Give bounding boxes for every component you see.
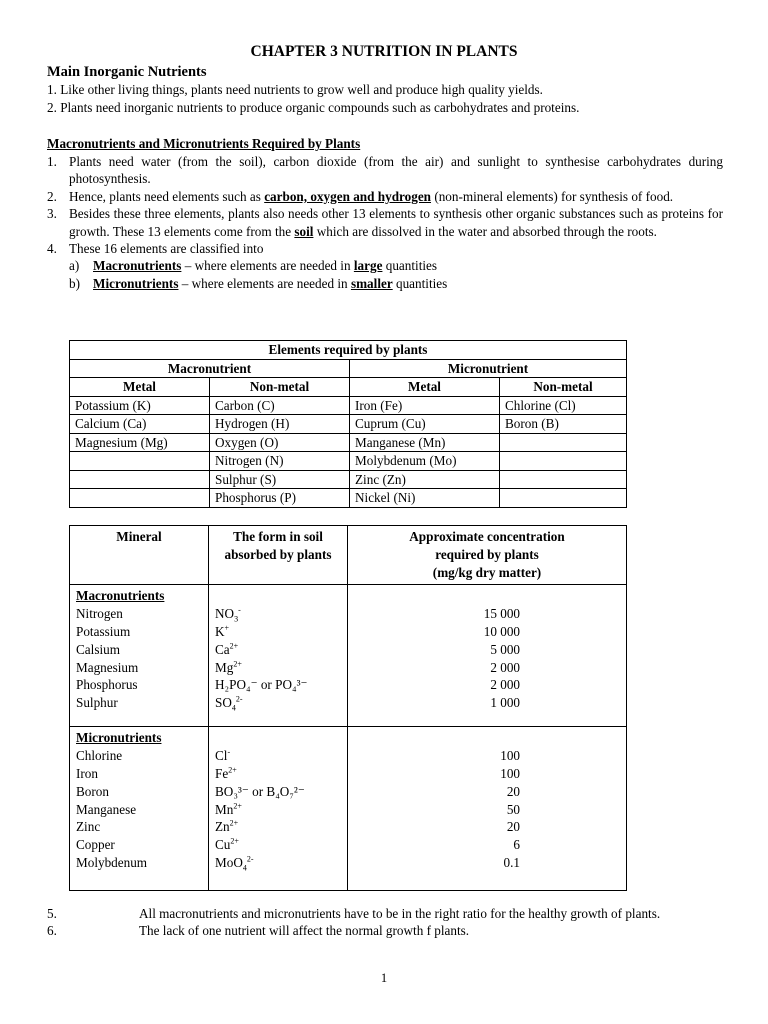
form-column — [209, 727, 348, 891]
emphasis-smaller: smaller — [350, 275, 393, 291]
ion-charge: - — [238, 605, 241, 615]
column-header-mineral — [70, 526, 209, 585]
closing-list — [47, 905, 723, 940]
ion-subscript: 3 — [234, 614, 239, 624]
section-heading-inorganic: Main Inorganic Nutrients — [47, 64, 207, 80]
ion-charge: 2+ — [229, 819, 239, 829]
ion-charge: - — [227, 747, 231, 757]
ion-charge: 2- — [235, 694, 243, 704]
table-row — [70, 489, 627, 508]
form-list — [215, 605, 341, 712]
ion-formula: Mn — [215, 801, 234, 817]
spacer — [215, 587, 341, 605]
column-header-concentration — [348, 526, 627, 585]
group-label-macronutrients: Macronutrients — [76, 588, 165, 603]
term-micronutrients: Micronutrients — [93, 275, 179, 291]
text-part: Besides these three elements, plants also needs other 13 elements to synthesis other organic substances such as proteins for growth. These 13 elements come from the — [69, 206, 723, 239]
text-part: quantities — [392, 275, 448, 291]
concentration-column — [348, 727, 627, 891]
table-cell: Chlorine (Cl) — [500, 396, 627, 415]
table-cell: Iron (Fe) — [350, 396, 500, 415]
page-title: CHAPTER 3 NUTRITION IN PLANTS — [250, 43, 518, 60]
ion-formula: BO₃³⁻ or B₄O₇²⁻ — [215, 783, 305, 799]
table-cell: Nitrogen (N) — [210, 452, 350, 471]
list-number: 5. — [47, 906, 57, 921]
sub-list-letter: b) — [69, 275, 80, 291]
ion-form — [215, 783, 341, 801]
ion-form — [215, 765, 341, 783]
sub-list-letter: a) — [69, 258, 80, 274]
text-part: (non-mineral elements) for synthesis of food. — [431, 188, 674, 204]
mineral-name: Sulphur — [76, 695, 118, 711]
mineral-name: Potassium — [76, 623, 131, 639]
ion-charge: 2+ — [230, 836, 239, 846]
emphasis-elements: carbon, oxygen and hydrogen — [264, 188, 432, 204]
table-row — [70, 415, 627, 434]
table-cell: Sulphur (S) — [210, 470, 350, 489]
mineral-list — [76, 747, 202, 872]
sub-list-text — [93, 275, 447, 292]
table-cell: Magnesium (Mg) — [70, 433, 210, 452]
header-text: The form in soil — [233, 529, 323, 544]
spacer — [354, 587, 620, 605]
ion-formula: H₂PO₄⁻ or PO₄³⁻ — [215, 677, 308, 693]
spacer — [354, 729, 620, 747]
ion-formula: Cu — [215, 837, 231, 853]
ion-formula: Fe — [215, 765, 229, 781]
concentration-value: 0.1 — [503, 855, 520, 871]
spacer — [215, 729, 341, 747]
list-number: 3. — [47, 206, 57, 222]
mineral-name: Boron — [76, 783, 109, 799]
column-header: Non-metal — [500, 378, 627, 397]
table-cell: Phosphorus (P) — [210, 489, 350, 508]
concentration-list — [354, 605, 620, 712]
concentration-value: 50 — [506, 801, 520, 817]
ion-form — [215, 801, 341, 819]
mineral-column — [70, 585, 209, 727]
concentration-value: 2 000 — [490, 677, 520, 693]
concentration-list — [354, 747, 620, 872]
header-text: required by plants — [435, 547, 539, 562]
group-label-micronutrients: Micronutrients — [76, 730, 162, 745]
group-header-macronutrient: Macronutrient — [70, 359, 350, 378]
column-header: Metal — [350, 378, 500, 397]
concentration-value: 6 — [513, 837, 520, 853]
ion-formula: Zn — [215, 819, 230, 835]
mineral-name: Iron — [76, 765, 98, 781]
page-number: 1 — [380, 971, 388, 985]
list-item — [47, 922, 723, 939]
table-cell: Zinc (Zn) — [350, 470, 500, 489]
list-item — [47, 188, 723, 205]
sub-list-text — [93, 257, 437, 274]
group-header-micronutrient: Micronutrient — [350, 359, 627, 378]
table-cell — [70, 489, 210, 508]
list-number: 2. — [47, 188, 57, 204]
micronutrients-block — [70, 727, 627, 891]
header-text: absorbed by plants — [224, 547, 332, 562]
table-row — [70, 433, 627, 452]
table-cell: Potassium (K) — [70, 396, 210, 415]
list-number: 6. — [47, 923, 57, 939]
concentration-value: 1 000 — [490, 695, 520, 711]
table-cell — [500, 433, 627, 452]
ion-charge: 2+ — [233, 801, 242, 811]
mineral-name: Calsium — [76, 641, 120, 657]
ion-form — [215, 836, 341, 854]
form-column — [209, 585, 348, 727]
header-text: Approximate concentration — [409, 529, 565, 544]
ion-form — [215, 605, 341, 623]
table-row — [70, 470, 627, 489]
ion-charge: 2+ — [228, 765, 237, 775]
ion-form — [215, 694, 341, 712]
table-cell: Cuprum (Cu) — [350, 415, 500, 434]
numbered-list — [47, 153, 723, 292]
term-macronutrients: Macronutrients — [93, 258, 182, 274]
mineral-name: Nitrogen — [76, 605, 123, 621]
list-number: 4. — [47, 241, 57, 257]
ion-form — [215, 676, 341, 694]
ion-charge: + — [224, 623, 230, 633]
text-part: – where elements are needed in — [181, 258, 354, 274]
ion-form — [215, 854, 341, 872]
mineral-name: Molybdenum — [76, 855, 148, 871]
mineral-name: Magnesium — [76, 659, 139, 675]
column-header: Metal — [70, 378, 210, 397]
table-cell — [70, 452, 210, 471]
form-list — [215, 747, 341, 872]
table-cell: Calcium (Ca) — [70, 415, 210, 434]
mineral-name: Zinc — [76, 819, 101, 835]
table-cell: Carbon (C) — [210, 396, 350, 415]
table-cell — [500, 452, 627, 471]
ion-charge: 2+ — [233, 659, 242, 669]
list-text — [69, 205, 723, 240]
table-row — [70, 396, 627, 415]
text-part: quantities — [382, 258, 438, 274]
table-cell — [500, 470, 627, 489]
ion-formula: K — [215, 623, 225, 639]
mineral-name: Phosphorus — [76, 677, 138, 693]
concentration-value: 100 — [500, 765, 520, 781]
ion-formula: Ca — [215, 641, 230, 657]
concentration-value: 5 000 — [490, 641, 520, 657]
column-header-form — [209, 526, 348, 585]
ion-form — [215, 623, 341, 641]
ion-form — [215, 659, 341, 677]
table-cell: Nickel (Ni) — [350, 489, 500, 508]
macronutrients-block — [70, 585, 627, 727]
list-item — [47, 205, 723, 240]
sub-list-item — [47, 257, 723, 274]
list-number: 1. — [47, 154, 57, 169]
column-header: Non-metal — [210, 378, 350, 397]
ion-formula: SO — [215, 695, 232, 711]
list-text: Plants need water (from the soil), carbon dioxide (from the air) and sunlight to synthesise carbohydrates during photosynthesis. — [69, 154, 723, 187]
ion-formula: Mg — [215, 659, 234, 675]
table-cell: Oxygen (O) — [210, 433, 350, 452]
concentration-value: 2 000 — [490, 659, 520, 675]
list-item — [47, 905, 723, 922]
ion-charge: 2- — [246, 854, 254, 864]
text-part: – where elements are needed in — [178, 275, 351, 291]
table-row — [70, 452, 627, 471]
table-cell: Boron (B) — [500, 415, 627, 434]
ion-subscript: 4 — [231, 703, 236, 713]
ion-form — [215, 641, 341, 659]
list-item — [47, 240, 723, 257]
list-text: The lack of one nutrient will affect the normal growth f plants. — [139, 923, 470, 939]
mineral-column — [70, 727, 209, 891]
list-item — [47, 153, 723, 188]
concentration-value: 15 000 — [483, 605, 520, 621]
ion-charge: 2+ — [229, 641, 239, 651]
mineral-name: Chlorine — [76, 747, 123, 763]
intro-item-2: 2. Plants need inorganic nutrients to produce organic compounds such as carbohydrates and proteins. — [47, 100, 580, 115]
ion-formula: NO — [215, 605, 235, 621]
concentration-value: 20 — [506, 819, 520, 835]
mineral-name: Copper — [76, 837, 115, 853]
table-cell — [500, 489, 627, 508]
header-text: Mineral — [116, 529, 162, 544]
table-cell — [70, 470, 210, 489]
ion-formula: Cl — [215, 747, 228, 763]
mineral-concentration-table — [69, 525, 627, 891]
intro-item-1: 1. Like other living things, plants need nutrients to grow well and produce high quality yields. — [47, 82, 543, 97]
section-heading-macro-micro: Macronutrients and Micronutrients Required by Plants — [47, 136, 361, 151]
concentration-column — [348, 585, 627, 727]
concentration-value: 10 000 — [483, 623, 520, 639]
table-title: Elements required by plants — [70, 341, 627, 360]
list-text — [69, 188, 723, 205]
sub-list-item — [47, 275, 723, 292]
ion-form — [215, 747, 341, 765]
mineral-name: Manganese — [76, 801, 137, 817]
table-cell: Manganese (Mn) — [350, 433, 500, 452]
mineral-list — [76, 605, 202, 712]
elements-table — [69, 340, 627, 508]
header-text: (mg/kg dry matter) — [432, 565, 542, 580]
emphasis-soil: soil — [294, 223, 314, 239]
list-text: These 16 elements are classified into — [69, 241, 264, 257]
ion-subscript: 4 — [242, 863, 247, 873]
text-part: which are dissolved in the water and absorbed through the roots. — [313, 223, 657, 239]
emphasis-large: large — [353, 258, 383, 274]
concentration-value: 100 — [500, 747, 520, 763]
text-part: Hence, plants need elements such as — [69, 188, 265, 204]
list-text: All macronutrients and micronutrients have to be in the right ratio for the healthy growth of plants. — [139, 906, 661, 921]
ion-formula: MoO — [215, 855, 243, 871]
table-cell: Molybdenum (Mo) — [350, 452, 500, 471]
concentration-value: 20 — [506, 783, 520, 799]
table-cell: Hydrogen (H) — [210, 415, 350, 434]
ion-form — [215, 818, 341, 836]
